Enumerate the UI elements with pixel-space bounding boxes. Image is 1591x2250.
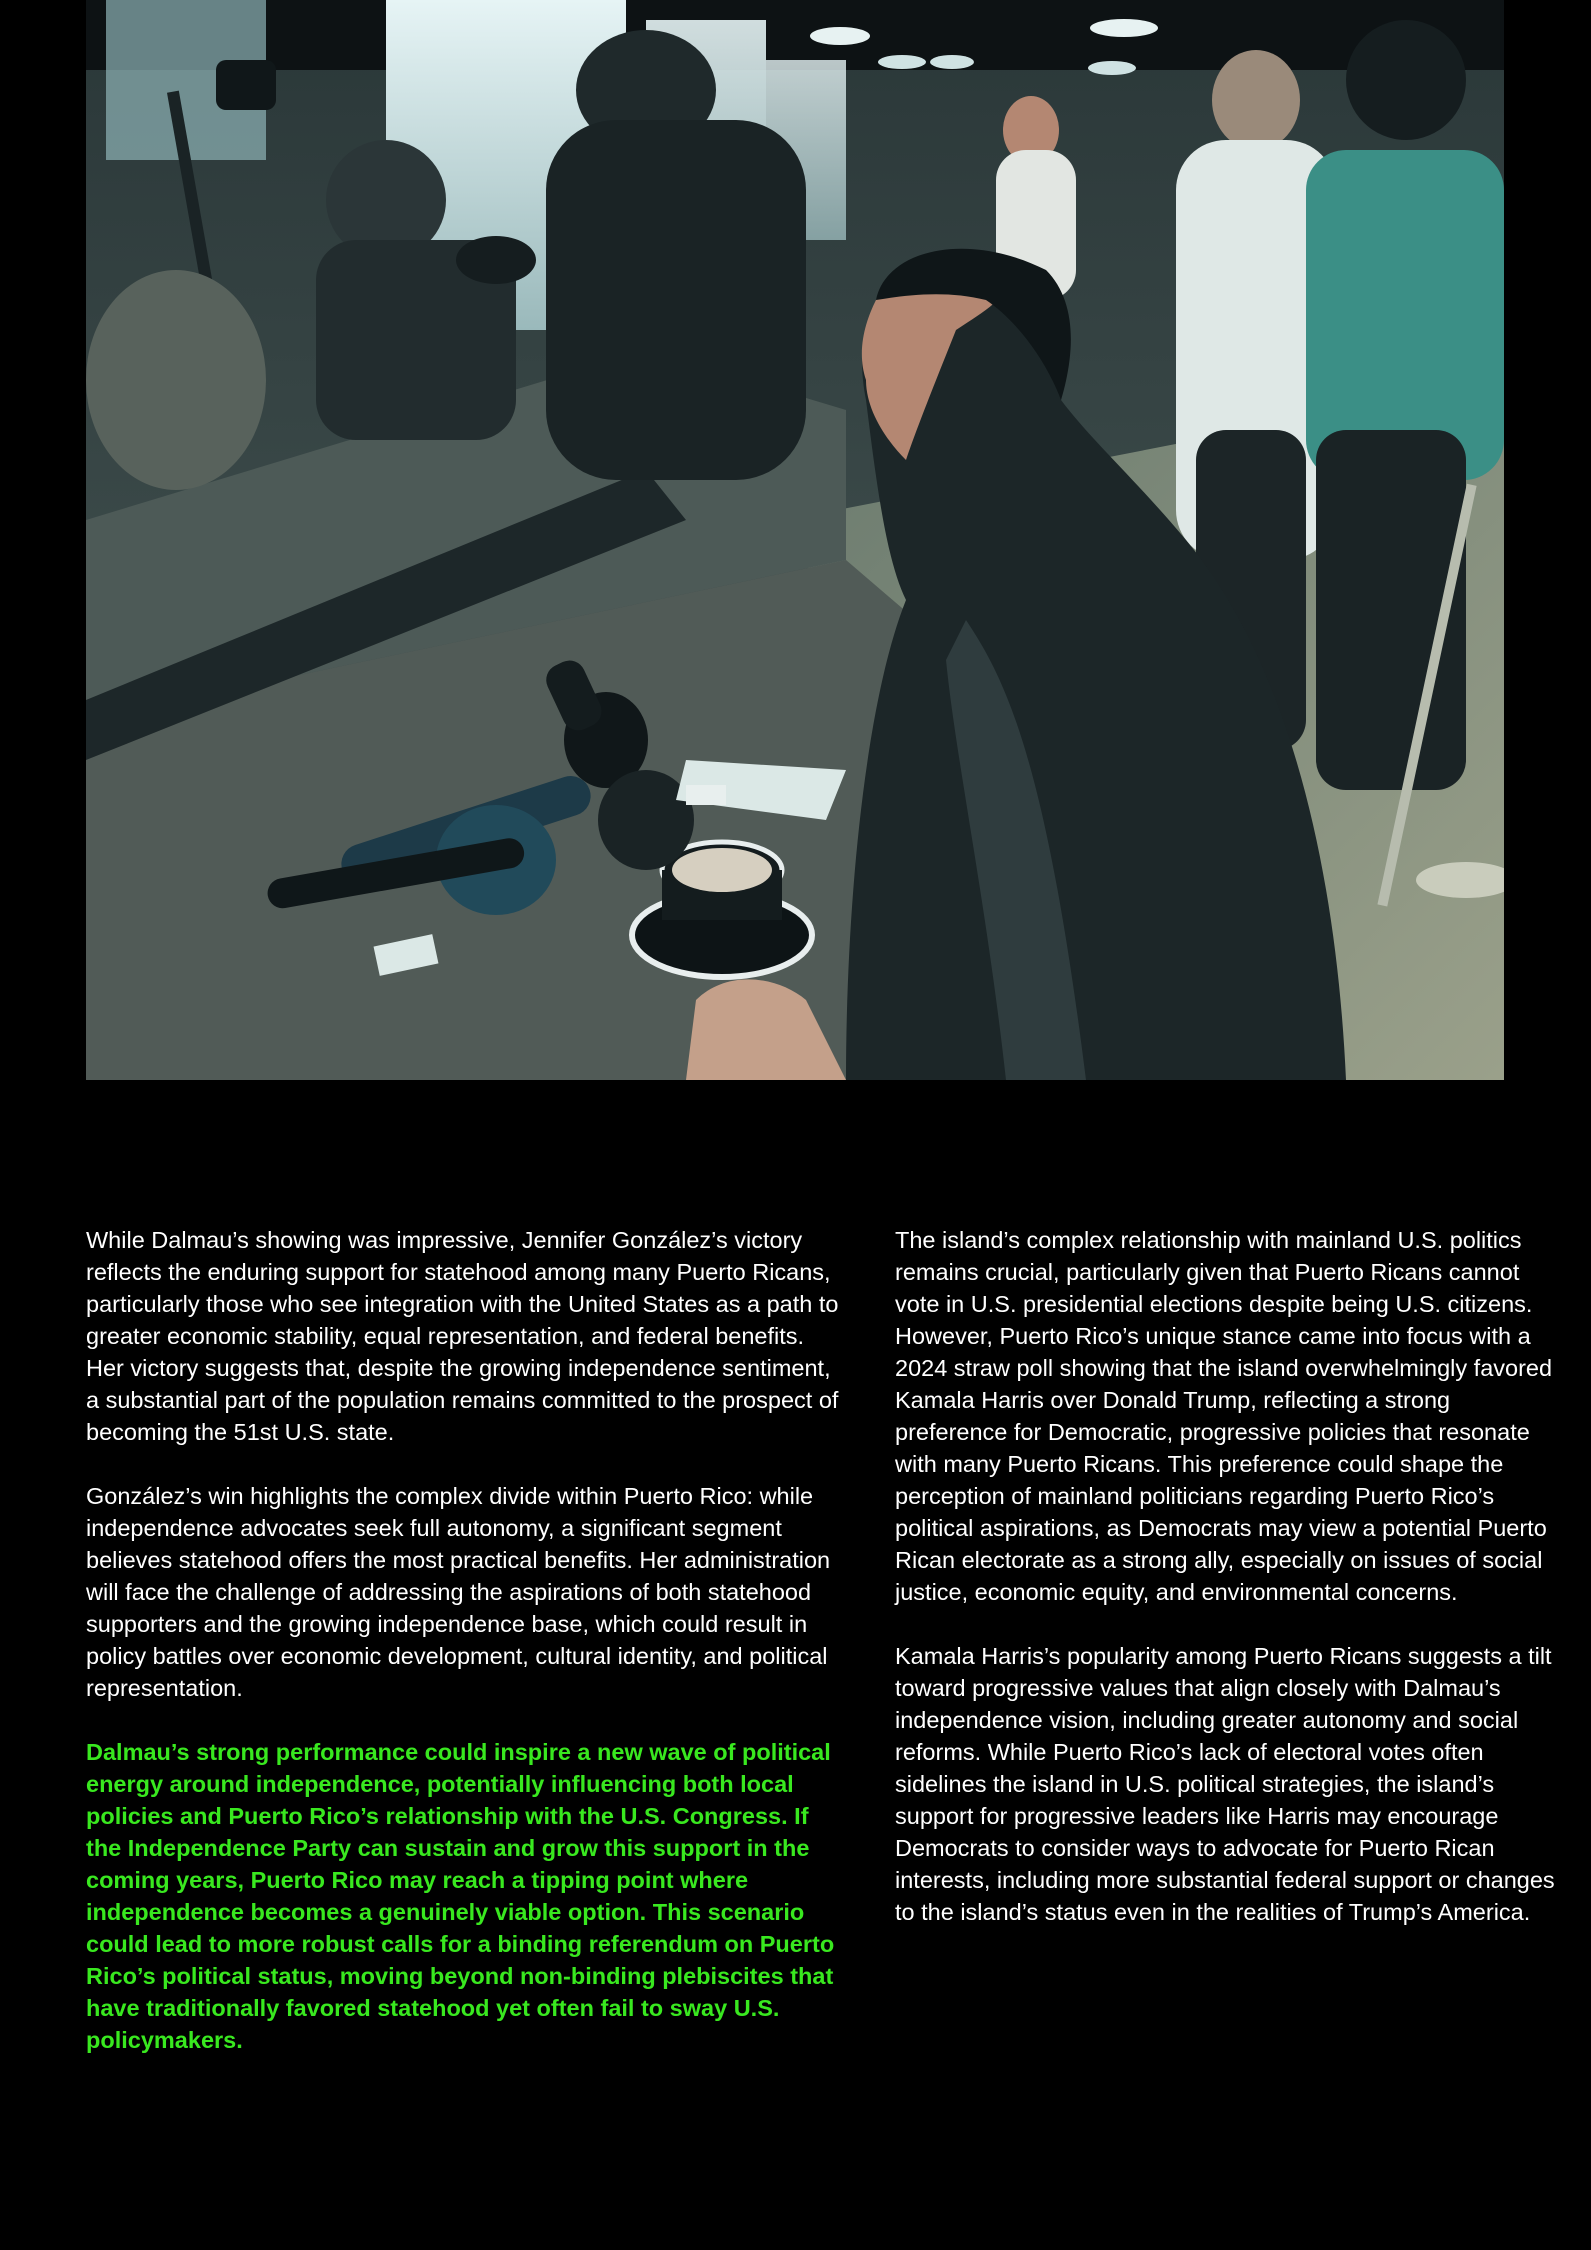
photo-illustration [86, 0, 1504, 1080]
paragraph-harris-popularity: Kamala Harris’s popularity among Puerto Ricans suggests a tilt toward progressive values that align closely with Dalmau’s independence vision, including greater autonomy and social reforms. While Puerto Rico’s lack of electoral votes often sidelines the island in U.S. political strategies, the island’s support for progressive leaders like Harris may encourage Democrats to consider ways to advocate for Puerto Rican interests, including more substantial federal support or changes to the island’s status even in the realities of Trump’s America. [895, 1643, 1555, 1925]
paragraph-mainland-relationship: The island’s complex relationship with mainland U.S. politics remains crucial, particularly given that Puerto Ricans cannot vote in U.S. presidential elections despite being U.S. citizens. However, Puerto Rico’s unique stance came into focus with a 2024 straw poll showing that the island overwhelmingly favored Kamala Harris over Donald Trump, reflecting a strong preference for Democratic, progressive policies that resonate with many Puerto Ricans. This preference could shape the perception of mainland politicians regarding Puerto Rico’s political aspirations, as Democrats may view a potential Puerto Rican electorate as a strong ally, especially on issues of social justice, economic equity, and environmental concerns. [895, 1227, 1553, 1605]
left-column [86, 1224, 842, 2088]
highlighted-paragraph: Dalmau’s strong performance could inspire a new wave of political energy around independence, potentially influencing both local policies and Puerto Rico’s relationship with the U.S. Congress. If the Independence Party can sustain and grow this support in the coming years, Puerto Rico may reach a tipping point where independence becomes a genuinely viable option. This scenario could lead to more robust calls for a binding referendum on Puerto Rico’s political status, moving beyond non-binding plebiscites that have traditionally favored statehood yet often fail to sway U.S. policymakers. [86, 1739, 835, 2053]
press-conference-photo [86, 0, 1504, 1080]
paragraph-gonzalez-victory: While Dalmau’s showing was impressive, Jennifer González’s victory reflects the enduring support for statehood among many Puerto Ricans, particularly those who see integration with the United States as a path to greater economic stability, equal representation, and federal benefits. Her victory suggests that, despite the growing independence sentiment, a substantial part of the population remains committed to the prospect of becoming the 51st U.S. state. [86, 1227, 839, 1445]
right-column [895, 1224, 1555, 1960]
paragraph-complex-divide: González’s win highlights the complex divide within Puerto Rico: while independence advocates seek full autonomy, a significant segment believes statehood offers the most practical benefits. Her administration will face the challenge of addressing the aspirations of both statehood supporters and the growing independence base, which could result in policy battles over economic development, cultural identity, and political representation. [86, 1483, 831, 1701]
